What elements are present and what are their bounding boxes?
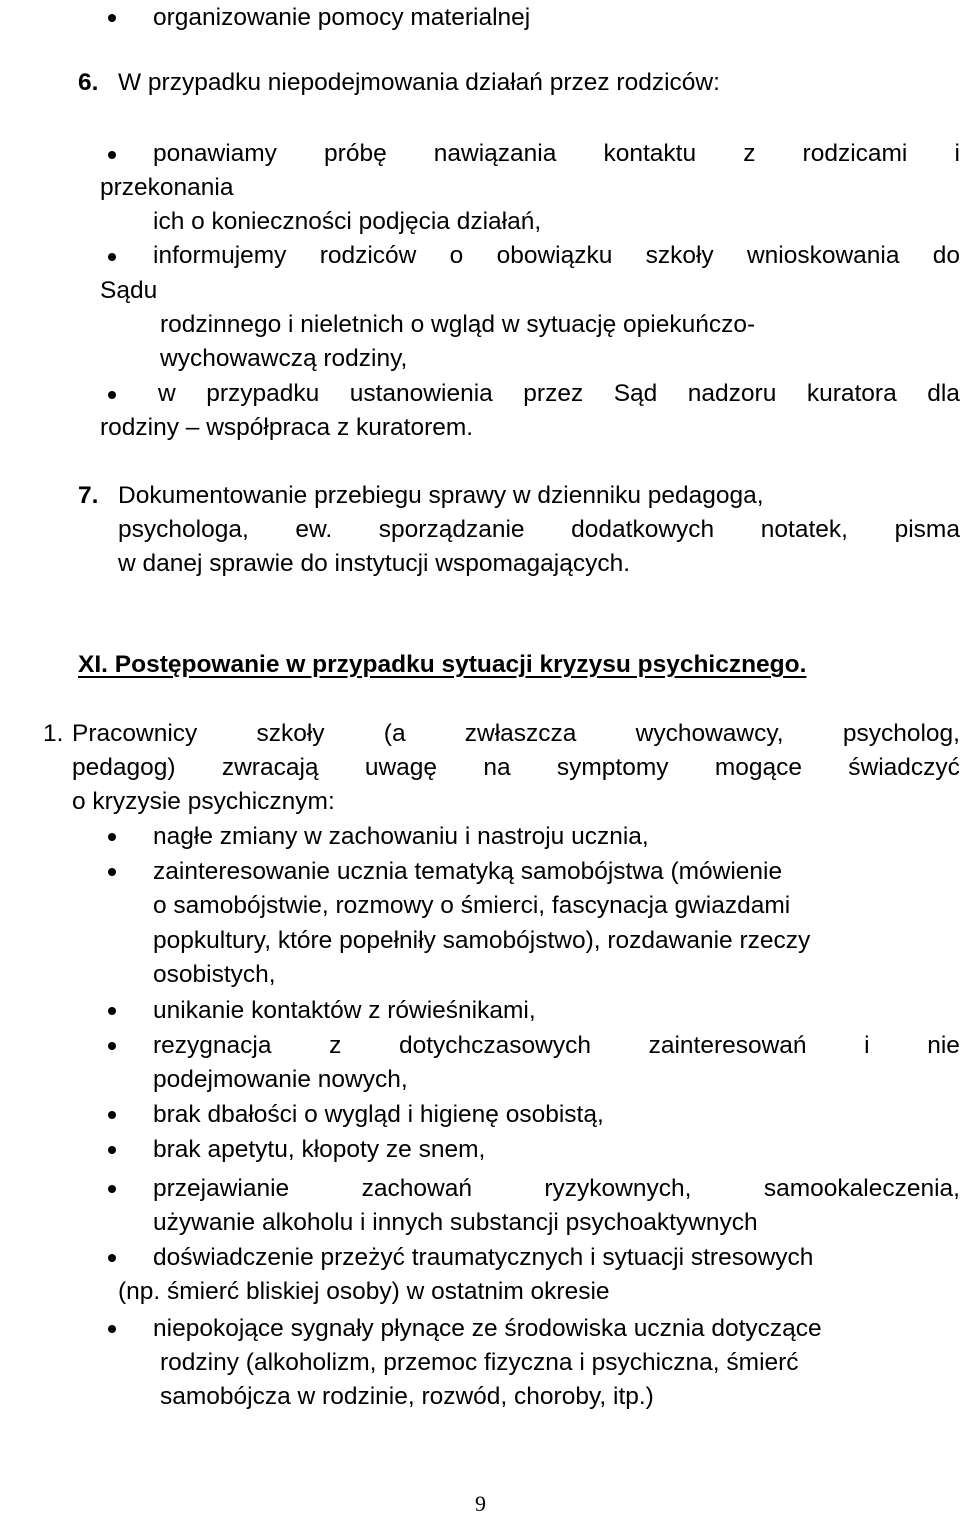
bullet-text: doświadczenie przeżyć traumatycznych i sytuacji stresowych	[153, 1244, 814, 1271]
text-line: rodziny (alkoholizm, przemoc fizyczna i psychiczna, śmierć	[160, 1349, 799, 1376]
word: o	[449, 242, 464, 269]
bullet-icon	[108, 253, 116, 261]
text-line: przekonania	[100, 174, 234, 201]
word: na	[483, 754, 511, 781]
word: obowiązku	[496, 242, 613, 269]
text-line: osobistych,	[153, 961, 276, 988]
justified-line	[153, 1034, 960, 1059]
text-line: rodzinnego i nieletnich o wgląd w sytuację opiekuńczo-	[160, 311, 756, 338]
word: ryzykownych,	[544, 1175, 692, 1202]
bullet-icon	[108, 833, 116, 841]
bullet-icon	[108, 1042, 116, 1050]
bullet-icon	[108, 391, 116, 399]
word: zwłaszcza	[464, 720, 577, 747]
word: informujemy	[153, 242, 287, 269]
word: dla	[927, 380, 960, 407]
word: symptomy	[556, 754, 669, 781]
word: dodatkowych	[571, 516, 715, 543]
item-number: 6.	[78, 69, 99, 96]
word: przypadku	[206, 380, 320, 407]
word: notatek,	[760, 516, 848, 543]
bullet-icon	[108, 868, 116, 876]
word: wnioskowania	[746, 242, 900, 269]
word: zainteresowań	[648, 1032, 807, 1059]
bullet-text: brak apetytu, kłopoty ze snem,	[153, 1136, 486, 1163]
page-number: 9	[475, 1491, 486, 1516]
text-line: samobójcza w rodzinie, rozwód, choroby, itp.)	[160, 1383, 654, 1410]
word: dotychczasowych	[398, 1032, 591, 1059]
text-line: w danej sprawie do instytucji wspomagających.	[118, 550, 631, 577]
word: do	[932, 242, 960, 269]
word: ew.	[295, 516, 333, 543]
justified-line	[72, 756, 960, 781]
word: samookaleczenia,	[763, 1175, 960, 1202]
word: przez	[523, 380, 584, 407]
word: i	[954, 140, 960, 167]
text-line: ich o konieczności podjęcia działań,	[153, 208, 542, 235]
word: (a	[383, 720, 406, 747]
word: ustanowienia	[349, 380, 493, 407]
text-line: o samobójstwie, rozmowy o śmierci, fascynacja gwiazdami	[153, 892, 791, 919]
text-line: wychowawczą rodziny,	[160, 345, 408, 372]
bullet-icon	[108, 1185, 116, 1193]
justified-line	[153, 142, 960, 167]
bullet-icon	[108, 1325, 116, 1333]
word: rezygnacja	[153, 1032, 272, 1059]
bullet-text: niepokojące sygnały płynące ze środowiska ucznia dotyczące	[153, 1315, 822, 1342]
text-line: Sądu	[100, 277, 158, 304]
word: w	[158, 380, 176, 407]
word: z	[743, 140, 756, 167]
bullet-text: organizowanie pomocy materialnej	[153, 4, 531, 31]
bullet-icon	[108, 1254, 116, 1262]
word: nie	[927, 1032, 960, 1059]
word: nawiązania	[433, 140, 557, 167]
item-number: 1.	[43, 720, 64, 747]
bullet-icon	[108, 151, 116, 159]
bullet-text: nagłe zmiany w zachowaniu i nastroju ucznia,	[153, 823, 649, 850]
word: mogące	[714, 754, 802, 781]
word: nadzoru	[687, 380, 777, 407]
word: psycholog,	[842, 720, 960, 747]
word: ponawiamy	[153, 140, 277, 167]
word: pedagog)	[72, 754, 176, 781]
justified-line	[153, 1177, 960, 1202]
word: świadczyć	[848, 754, 960, 781]
word: Sąd	[613, 380, 658, 407]
text-line: podejmowanie nowych,	[153, 1066, 408, 1093]
bullet-text: zainteresowanie ucznia tematyką samobójstwa (mówienie	[153, 858, 783, 885]
bullet-icon	[108, 1007, 116, 1015]
section-heading: W przypadku niepodejmowania działań przez rodziców:	[118, 69, 720, 96]
word: pisma	[894, 516, 960, 543]
bullet-text: unikanie kontaktów z rówieśnikami,	[153, 997, 536, 1024]
word: rodzicami	[802, 140, 908, 167]
word: kuratora	[806, 380, 897, 407]
word: psychologa,	[118, 516, 249, 543]
text-line: rodziny – współpraca z kuratorem.	[100, 414, 474, 441]
word: wychowawcy,	[635, 720, 784, 747]
text-line: o kryzysie psychicznym:	[72, 788, 335, 815]
word: szkoły	[256, 720, 325, 747]
text-line: używanie alkoholu i innych substancji psychoaktywnych	[153, 1209, 758, 1236]
word: sporządzanie	[378, 516, 525, 543]
word: i	[864, 1032, 870, 1059]
word: przejawianie	[153, 1175, 290, 1202]
justified-line	[72, 722, 960, 747]
word: zachowań	[361, 1175, 472, 1202]
text-line: popkultury, które popełniły samobójstwo), rozdawanie rzeczy	[153, 927, 811, 954]
bullet-icon	[108, 14, 116, 22]
word: z	[329, 1032, 342, 1059]
word: Pracownicy	[72, 720, 198, 747]
text-line: (np. śmierć bliskiej osoby) w ostatnim okresie	[118, 1278, 610, 1305]
justified-line	[158, 382, 960, 407]
justified-line	[118, 518, 960, 543]
word: zwracają	[221, 754, 319, 781]
bullet-icon	[108, 1146, 116, 1154]
word: kontaktu	[603, 140, 697, 167]
word: szkoły	[645, 242, 714, 269]
bullet-text: brak dbałości o wygląd i higienę osobistą,	[153, 1101, 604, 1128]
bullet-icon	[108, 1111, 116, 1119]
chapter-heading: XI. Postępowanie w przypadku sytuacji kryzysu psychicznego.	[78, 651, 807, 678]
text-line: Dokumentowanie przebiegu sprawy w dzienniku pedagoga,	[118, 482, 764, 509]
justified-line	[153, 244, 960, 269]
item-number: 7.	[78, 482, 99, 509]
word: uwagę	[364, 754, 438, 781]
word: próbę	[324, 140, 387, 167]
word: rodziców	[319, 242, 417, 269]
